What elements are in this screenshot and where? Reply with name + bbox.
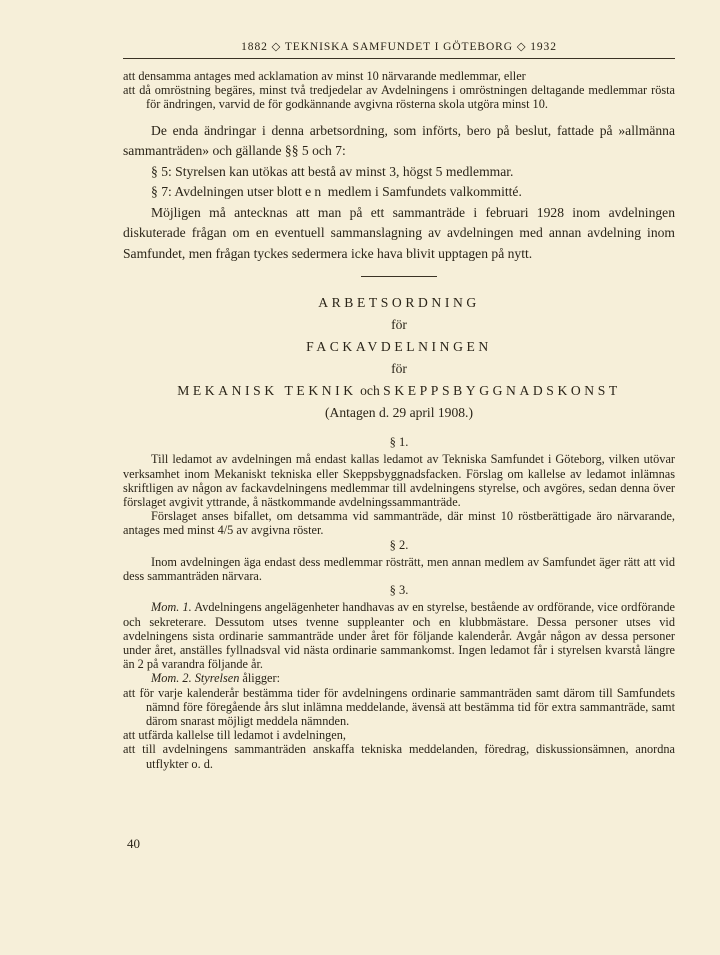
title-for-2: för (391, 361, 407, 377)
section-3-mom-1 (123, 600, 675, 671)
duty-item-2: att utfärda kallelse till ledamot i avdelningen, (123, 728, 346, 743)
note-paragraph: Möjligen må antecknas att man på ett sammanträde i februari 1928 inom avdelningen diskuterade frågan om en eventuell sammanslagning av avdelningen med annan avdelning inom Samfundet, men frågan tyckes sedermera icke hava blivit upptagen på nytt. (123, 204, 675, 261)
page-number: 40 (127, 836, 140, 851)
section-1-heading: § 1. (389, 435, 409, 450)
mom-2-styrelsen: Styrelsen (194, 671, 240, 686)
section-divider (361, 276, 437, 277)
duty-item-3: att till avdelningens sammanträden anskaffa tekniska meddelanden, föredrag, diskussionsämnen, anordna utflykter o. d. (123, 742, 675, 771)
amendment-section-5: § 5: Styrelsen kan utökas att bestå av minst 3, högst 5 medlemmar. (151, 163, 514, 179)
section-1-paragraph-2: Förslaget anses bifallet, om detsamma vid sammanträde, där minst 10 röstberättigade äro närvarande, antages med minst 4/5 av avgivna röster. (123, 509, 675, 538)
condition-2: att då omröstning begäres, minst två tredjedelar av Avdelningens i omröstningen deltagande medlemmar rösta för ändringen, varvid de för godkännande avgivna rösterna skola utgöra minst 10. (123, 83, 675, 112)
section-3-heading: § 3. (389, 583, 409, 598)
section-2-paragraph: Inom avdelningen äga endast dess medlemmar rösträtt, men annan medlem av Samfundet äger rätt att vid dess sammanträden närvara. (123, 554, 675, 583)
title-mekanisk-teknik: MEKANISK TEKNIK (177, 383, 357, 399)
mom-1-label: Mom. 1. (151, 600, 192, 615)
title-fackavdelningen: FACKAVDELNINGEN (306, 339, 492, 355)
duty-item-1: att för varje kalenderår bestämma tider för avdelningens ordinarie sammanträden samt därom till Samfundets nämnd före föregående års slut inlämna meddelande, ävensä att bestämma tid för extra sammanträde, samt därom snarast möjligt meddela nämnden. (123, 685, 675, 728)
mom-1-text: Avdelningens angelägenheter handhavas av en styrelse, bestående av ordförande, vice ordförande och sekreterare. Dessutom utses tvenne suppleanter och en klubbmästare. Dessa personer utses vid avdelningens sista ordinarie sammanträde under året för följande kalenderår. Avgår någon av dessa personer under året, anställes fyllnadsval vid nästa ordinarie sammankomst. Ingen ledamot får i styrelsen kvarstå längre än 2 på varandra följande år. (123, 600, 675, 672)
adoption-date: (Antagen d. 29 april 1908.) (325, 405, 473, 421)
running-head: 1882 ◇ TEKNISKA SAMFUNDET I GÖTEBORG ◇ 1932 (241, 41, 557, 53)
amendments-paragraph: De enda ändringar i denna arbetsordning, som införts, bero på beslut, fattade på »allmänna sammanträden» och gällande §§ 5 och 7: (123, 122, 675, 159)
title-och: och (360, 383, 380, 399)
title-skeppsbyggnadskonst: SKEPPSBYGGNADSKONST (383, 383, 621, 399)
header-rule (123, 58, 675, 59)
title-for-1: för (391, 317, 407, 333)
title-arbetsordning: ARBETSORDNING (318, 295, 480, 311)
section-2-heading: § 2. (389, 537, 409, 552)
amendment-section-7-end: medlem i Samfundets valkommitté. (324, 184, 522, 200)
amendment-section-7-start: § 7: Avdelningen utser blott (151, 184, 306, 200)
section-1-paragraph-1: Till ledamot av avdelningen må endast kallas ledamot av Tekniska Samfundet i Göteborg, vilken utövar verksamhet inom Mekaniskt tekniska eller Skeppsbyggnadsfacken. Förslag om kallelse av ledamot inlämnas skriftligen av någon av fackavdelningens medlemmar till avdelningens styrelse, och avgöres, sedan denna över förslaget avgivit yttrande, å nästkommande avdelningssammanträde. (123, 452, 675, 509)
amendment-section-7 (123, 182, 675, 203)
mom-2-text: åligger: (239, 671, 280, 686)
mom-2-label: Mom. 2. (151, 671, 192, 686)
section-3-mom-2 (123, 671, 675, 685)
condition-1: att densamma antages med acklamation av minst 10 närvarande medlemmar, eller (123, 69, 526, 83)
emphasis-en: en (305, 184, 325, 200)
title-department (123, 383, 675, 399)
page-body (123, 69, 675, 771)
